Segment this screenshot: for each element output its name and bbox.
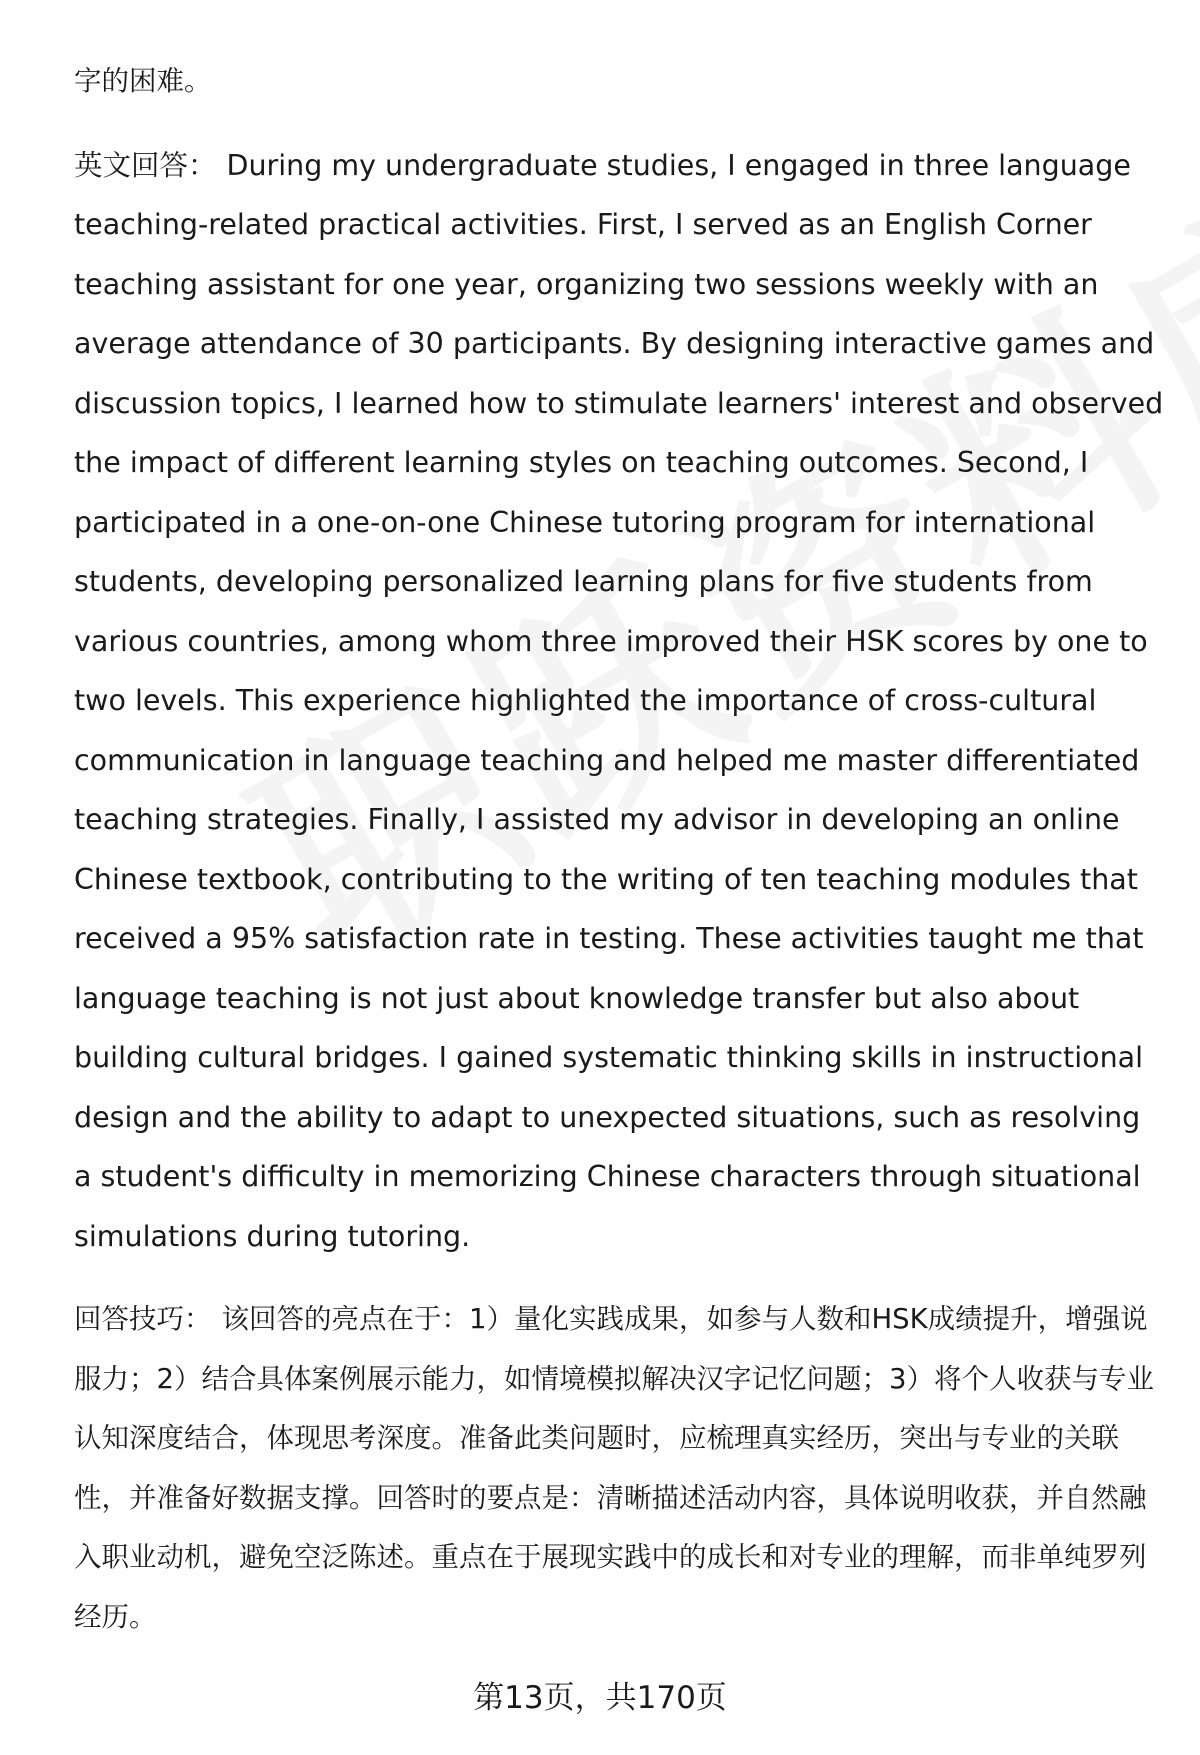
page-number: 第13页，共170页 bbox=[473, 1680, 727, 1716]
continuation-text: 字的困难。 bbox=[74, 65, 212, 97]
english-answer-label: 英文回答： bbox=[74, 148, 217, 182]
answer-tips-paragraph bbox=[74, 1290, 1164, 1647]
answer-tips-text: 该回答的亮点在于：1）量化实践成果，如参与人数和HSK成绩提升，增强说服力；2）结合具体案例展示能力，如情境模拟解决汉字记忆问题；3）将个人收获与专业认知深度结合，体现思考深度。准备此类问题时，应梳理真实经历，突出与专业的关联性，并准备好数据支撑。回答时的要点是：清晰描述活动内容，具体说明收获，并自然融入职业动机，避免空泛陈述。重点在于展现实践中的成长和对专业的理解，而非单纯罗列经历。 bbox=[74, 1303, 1154, 1633]
english-answer-text: During my undergraduate studies, I engaged in three language teaching-related practical activities. First, I served as an English Corner teaching assistant for one year, organizing two sessions weekly with an average attendance of 30 participants. By designing interactive games and discussion topics, I learned how to stimulate learners' interest and observed the impact of different learning styles on teaching outcomes. Second, I participated in a one-on-one Chinese tutoring program for international students, developing personalized learning plans for five students from various countries, among whom three improved their HSK scores by one to two levels. This experience highlighted the importance of cross-cultural communication in language teaching and helped me master differentiated teaching strategies. Finally, I assisted my advisor in developing an online Chinese textbook, contributing to the writing of ten teaching modules that received a 95% satisfaction rate in testing. These activities taught me that language teaching is not just about knowledge transfer but also about building cultural bridges. I gained systematic thinking skills in instructional design and the ability to adapt to unexpected situations, such as resolving a student's difficulty in memorizing Chinese characters through situational simulations during tutoring. bbox=[74, 148, 1164, 1253]
english-answer-paragraph bbox=[74, 136, 1164, 1267]
answer-tips-label: 回答技巧： bbox=[74, 1303, 212, 1335]
document-body bbox=[74, 52, 1164, 1671]
